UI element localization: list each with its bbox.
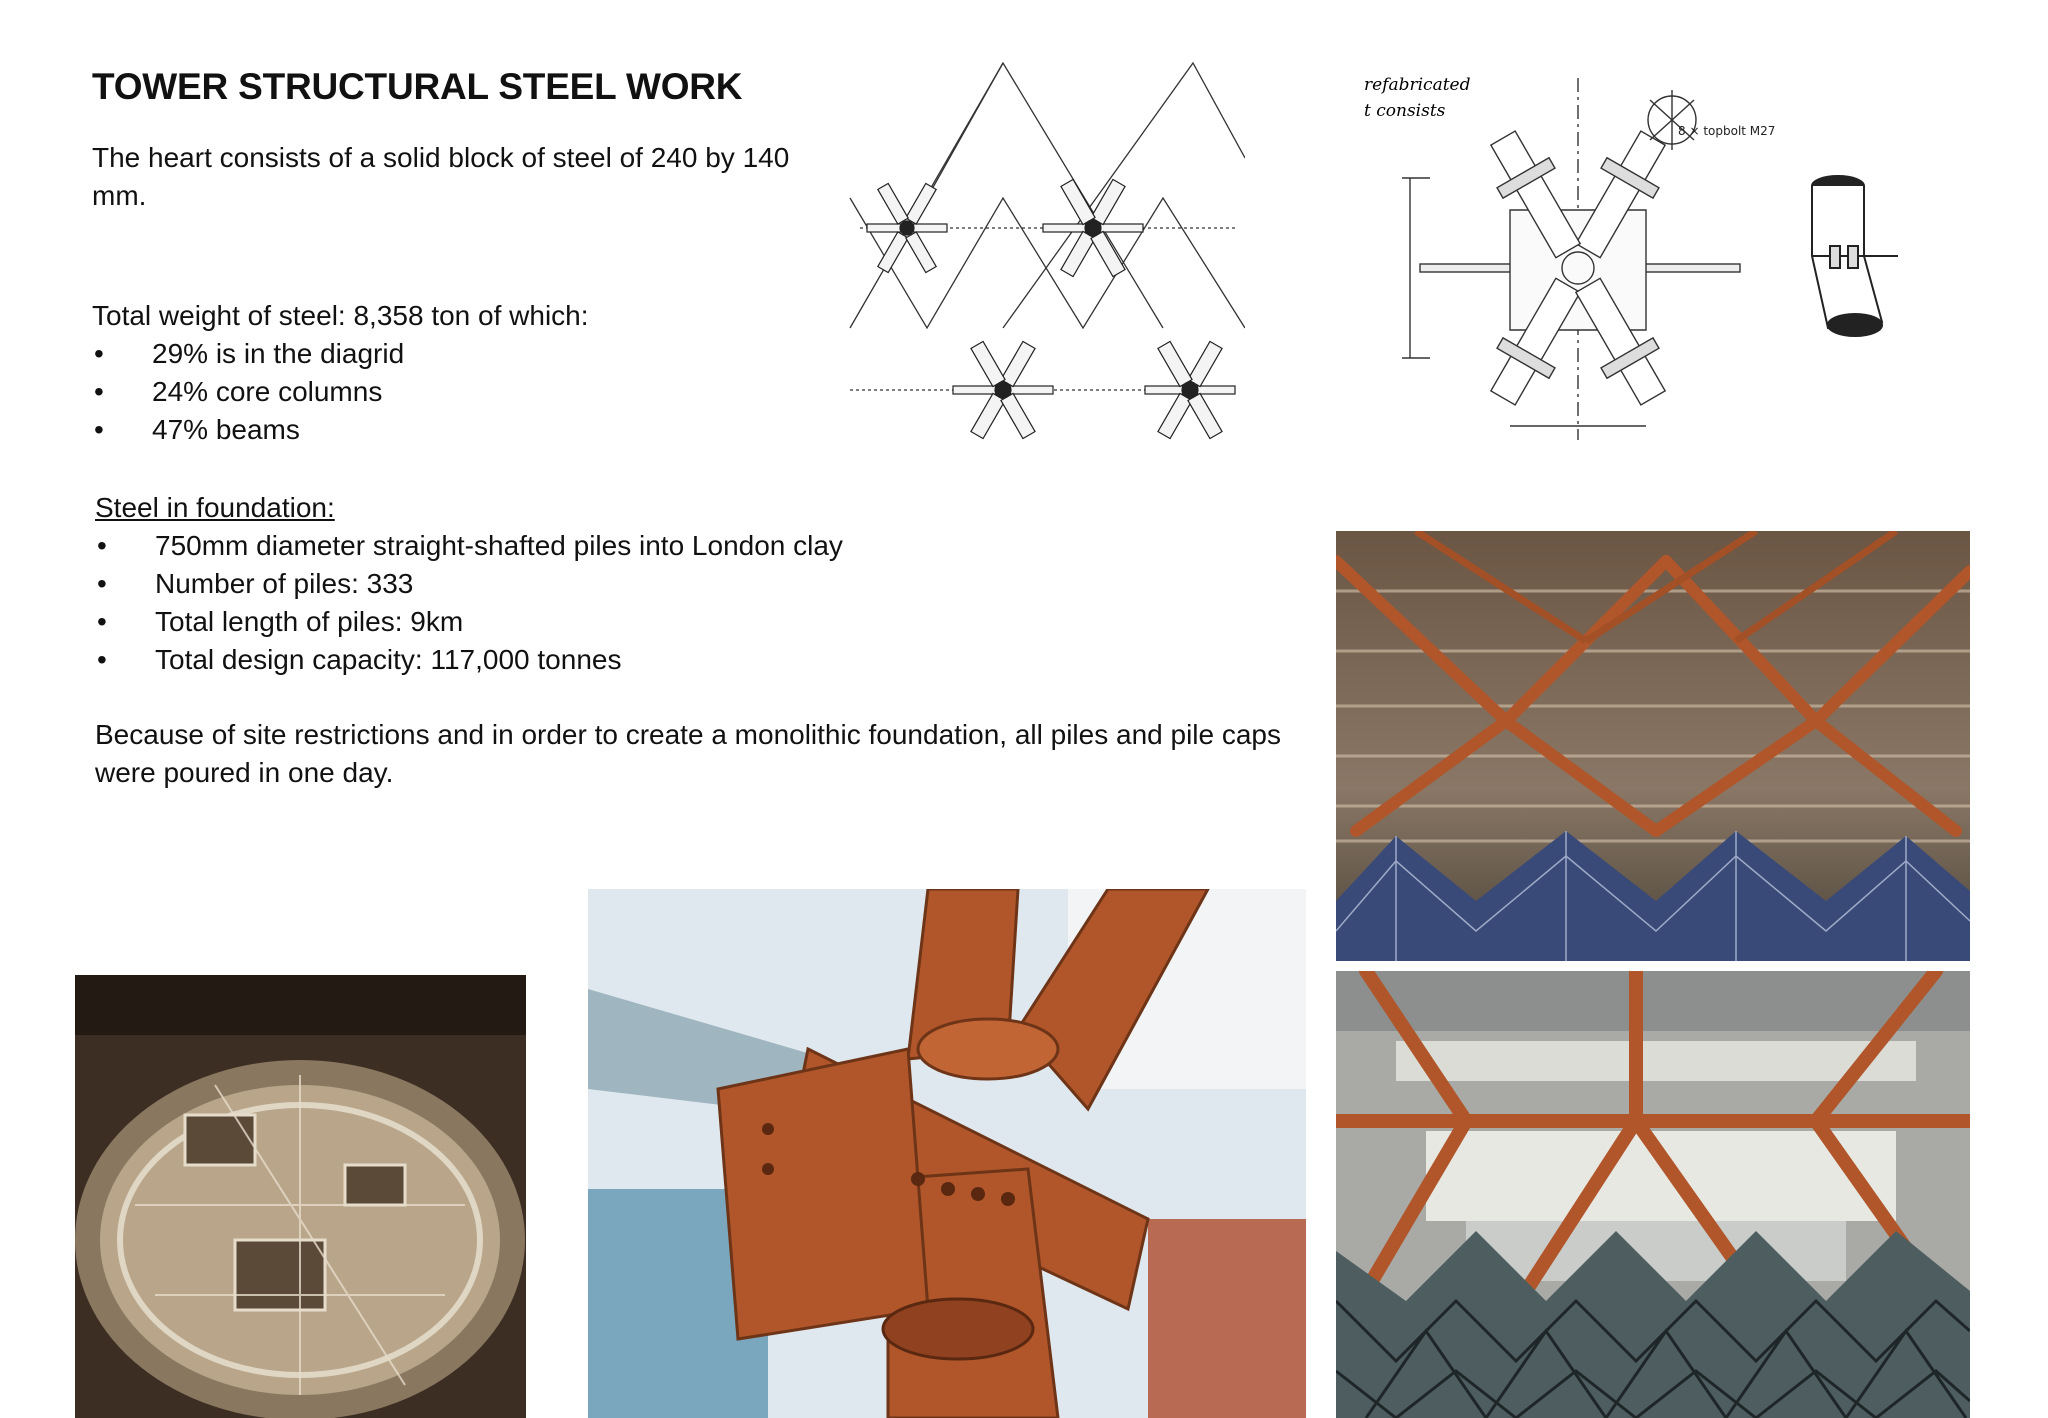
page-title: TOWER STRUCTURAL STEEL WORK	[92, 66, 743, 107]
list-item: • 47% beams	[92, 411, 792, 449]
foundation-heading: Steel in foundation:	[95, 492, 335, 523]
closing-text: Because of site restrictions and in order to create a monolithic foundation, all piles and pile caps were poured in one day.	[95, 719, 1282, 788]
atrium-interior-photo	[1336, 971, 1970, 1418]
list-item: • Total design capacity: 117,000 tonnes	[95, 641, 995, 679]
diagrid-node-drawing	[845, 58, 1245, 443]
steel-node-closeup-photo	[588, 889, 1306, 1418]
list-item: • 750mm diameter straight-shafted piles into London clay	[95, 527, 995, 565]
diagrid-interior-photo	[1336, 531, 1970, 961]
list-item: • Total length of piles: 9km	[95, 603, 995, 641]
foundation-section	[95, 489, 995, 679]
foundation-excavation-photo	[75, 975, 526, 1418]
node-detail-drawing	[1360, 60, 1920, 445]
steel-weight-section	[92, 297, 792, 449]
list-item: • 24% core columns	[92, 373, 792, 411]
list-item: • Number of piles: 333	[95, 565, 995, 603]
drawing-fragment-1: refabricated	[1364, 75, 1471, 95]
drawing-fragment-2: t consists	[1364, 101, 1446, 121]
steel-weight-heading: Total weight of steel: 8,358 ton of which:	[92, 300, 589, 331]
list-item: • 29% is in the diagrid	[92, 335, 792, 373]
intro-text: The heart consists of a solid block of steel of 240 by 140 mm.	[92, 142, 790, 211]
steel-weight-list	[92, 335, 792, 449]
bolt-label: 8 × topbolt M27	[1678, 124, 1776, 138]
foundation-list	[95, 527, 995, 679]
